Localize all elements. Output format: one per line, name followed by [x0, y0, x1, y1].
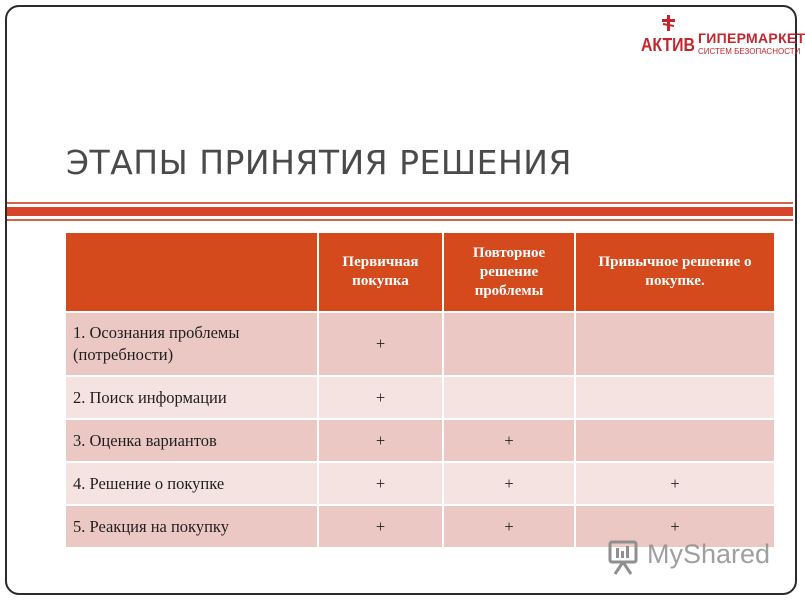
watermark-text: MyShared	[647, 539, 771, 569]
title-divider-thin-bottom	[7, 219, 793, 221]
table-row	[65, 419, 775, 462]
slide-title: ЭТАПЫ ПРИНЯТИЯ РЕШЕНИЯ	[66, 143, 572, 182]
mark-cell: +	[443, 462, 575, 505]
stage-cell: 3. Оценка вариантов	[65, 419, 318, 462]
table-row	[65, 462, 775, 505]
table-row	[65, 376, 775, 419]
mark-cell	[443, 312, 575, 376]
logo-subtitle: СИСТЕМ БЕЗОПАСНОСТИ	[698, 47, 801, 56]
title-divider-thick	[7, 207, 793, 216]
header-cell-stage	[65, 232, 318, 312]
header-cell-repeat-decision: Повторное решение проблемы	[443, 232, 575, 312]
stage-cell: 1. Осознания проблемы (потребности)	[65, 312, 318, 376]
mark-cell: +	[575, 462, 775, 505]
decision-stages-table	[64, 231, 776, 549]
mark-cell	[575, 312, 775, 376]
mark-cell: +	[443, 419, 575, 462]
mark-cell: +	[318, 462, 443, 505]
mark-cell: +	[318, 376, 443, 419]
presentation-board-icon	[607, 538, 641, 576]
logo-title: ГИПЕРМАРКЕТ	[698, 30, 805, 46]
logo-mark-text: АКТИВ	[641, 35, 695, 55]
aktiv-logo-mark-icon	[640, 14, 696, 60]
table-row	[65, 312, 775, 376]
header-cell-first-purchase: Первичная покупка	[318, 232, 443, 312]
title-divider-thin-top	[7, 202, 793, 204]
mark-cell	[575, 419, 775, 462]
stage-cell: 4. Решение о покупке	[65, 462, 318, 505]
mark-cell: +	[318, 312, 443, 376]
mark-cell: +	[318, 419, 443, 462]
mark-cell: +	[318, 505, 443, 548]
header-cell-habitual-decision: Привычное решение о покупке.	[575, 232, 775, 312]
myshared-watermark	[607, 537, 771, 577]
mark-cell: +	[575, 505, 775, 548]
stage-cell: 2. Поиск информации	[65, 376, 318, 419]
table-header-row	[65, 232, 775, 312]
stage-cell: 5. Реакция на покупку	[65, 505, 318, 548]
mark-cell	[443, 376, 575, 419]
mark-cell	[575, 376, 775, 419]
company-logo	[640, 12, 805, 62]
mark-cell: +	[443, 505, 575, 548]
